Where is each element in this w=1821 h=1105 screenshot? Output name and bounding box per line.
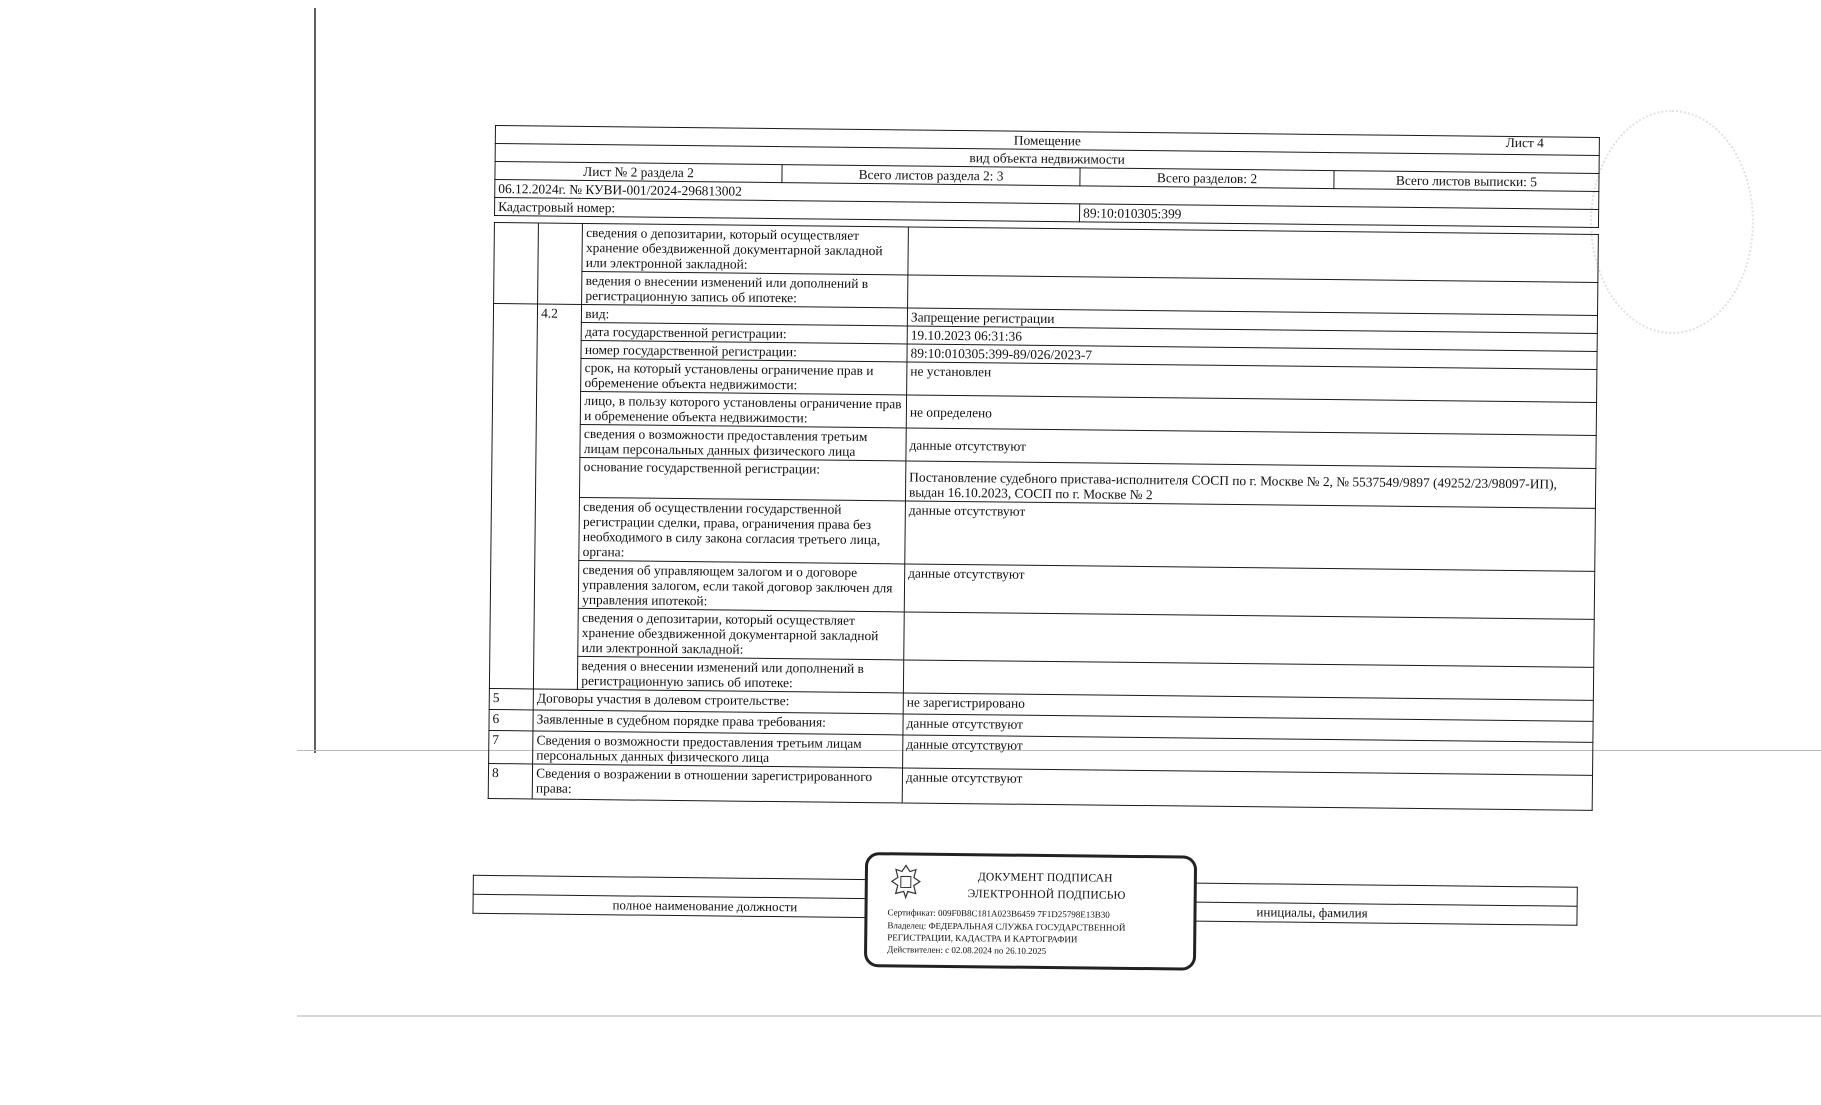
total-sections: Всего разделов: 2 xyxy=(1080,168,1334,189)
row-label: Договоры участия в долевом строительстве: xyxy=(533,689,903,714)
row-label: сведения о депозитарии, который осуществляет хранение обездвиженной документарной закладной или электронной закладной: xyxy=(582,223,908,275)
row-label: срок, на который установлены ограничение прав и обременение объекта недвижимости: xyxy=(581,358,907,395)
row-value: 89:10:010305:399-89/026/2023-7 xyxy=(907,344,1597,369)
row-value xyxy=(908,227,1598,282)
row-value: данные отсутствуют xyxy=(903,714,1593,742)
row-value: 19.10.2023 06:31:36 xyxy=(907,326,1597,351)
row-value: данные отсутствуют xyxy=(905,501,1596,571)
row-label: сведения об осуществлении государственной регистрации сделки, права, ограничения права без необходимого в силу закона согласия третьего лица, органа: xyxy=(579,497,905,564)
scan-edge-bottom xyxy=(297,1015,1821,1017)
row-value xyxy=(904,612,1594,667)
section-sheet: Лист № 2 раздела 2 xyxy=(495,162,782,183)
extract-date-number: 06.12.2024г. № КУВИ-001/2024-296813002 xyxy=(495,180,1599,210)
section-total-sheets: Всего листов раздела 2: 3 xyxy=(782,165,1080,186)
stamp-certificate: Сертификат: 009F0B8C181A023B6459 7F1D25798E13B30 xyxy=(887,907,1110,920)
name-caption: инициалы, фамилия xyxy=(1047,901,1577,926)
total-extract-sheets: Всего листов выписки: 5 xyxy=(1334,171,1599,192)
row-label: Сведения о возражении в отношении зарегистрированного права: xyxy=(532,764,902,803)
sheet-label: Лист 4 xyxy=(1505,134,1544,151)
stamp-line-1: ДОКУМЕНТ ПОДПИСАН xyxy=(977,871,1113,885)
row-label: Заявленные в судебном порядке права требования: xyxy=(533,710,903,735)
electronic-signature-stamp xyxy=(864,852,1197,971)
row-label: сведения о депозитарии, который осуществляет хранение обездвиженной документарной закладной или электронной закладной: xyxy=(578,608,904,660)
row-number: 6 xyxy=(489,709,533,730)
row-value: не зарегистрировано xyxy=(903,693,1593,721)
row-value: данные отсутствуют xyxy=(906,428,1596,468)
encumbrance-table xyxy=(488,222,1599,811)
row-label: ведения о внесении изменений или дополнений в регистрационную запись об ипотеке: xyxy=(582,271,908,308)
row-label: Сведения о возможности предоставления третьим лицам персональных данных физического лица xyxy=(533,731,903,768)
row-value: данные отсутствуют xyxy=(902,768,1592,810)
header-table xyxy=(494,125,1600,228)
row-value: не установлен xyxy=(907,362,1597,402)
row-label: лицо, в пользу которого установлены ограничение прав и обременение объекта недвижимости: xyxy=(581,391,907,428)
emblem-icon xyxy=(890,863,922,899)
row-value: не определено xyxy=(906,395,1596,435)
object-type-caption: вид объекта недвижимости xyxy=(495,144,1599,174)
left-margin-cell xyxy=(494,222,539,303)
cadastral-label: Кадастровый номер: xyxy=(495,198,1080,222)
stamp-line-2: ЭЛЕКТРОННОЙ ПОДПИСЬЮ xyxy=(967,888,1126,902)
row-number: 5 xyxy=(489,688,533,709)
row-value: данные отсутствуют xyxy=(903,735,1593,775)
subsection-cell xyxy=(538,223,583,304)
stamp-owner-line-2: РЕГИСТРАЦИИ, КАДАСТРА И КАРТОГРАФИИ xyxy=(887,932,1078,945)
row-value: Запрещение регистрации xyxy=(907,308,1597,333)
row-label: вид: xyxy=(582,304,908,326)
row-label: дата государственной регистрации: xyxy=(581,322,907,344)
stamp-owner-line-1: Владелец: ФЕДЕРАЛЬНАЯ СЛУЖБА ГОСУДАРСТВЕННОЙ xyxy=(887,920,1126,933)
left-margin-cell xyxy=(489,303,537,688)
row-label: основание государственной регистрации: xyxy=(580,457,906,501)
row-label: номер государственной регистрации: xyxy=(581,340,907,362)
row-number: 8 xyxy=(488,763,533,798)
subsection-number: 4.2 xyxy=(534,304,582,689)
faint-seal-mark xyxy=(1590,110,1754,334)
row-number: 7 xyxy=(489,730,534,763)
stamp-validity: Действителен: с 02.08.2024 по 26.10.2025 xyxy=(887,944,1047,957)
row-value: данные отсутствуют xyxy=(904,564,1594,619)
row-label: ведения о внесении изменений или дополнений в регистрационную запись об ипотеке: xyxy=(578,656,904,693)
row-value: Постановление судебного пристава-исполнителя СОСП по г. Москве № 2, № 5537549/9897 (49252/23/98097-ИП), выдан 16.10.2023, СОСП по г. Москве № 2 xyxy=(905,461,1595,508)
row-label: сведения об управляющем залогом и о договоре управления залогом, если такой договор заключен для управления ипотекой: xyxy=(579,560,905,612)
scan-edge-vertical xyxy=(314,8,316,753)
extract-document xyxy=(486,125,1600,957)
cadastral-value: 89:10:010305:399 xyxy=(1080,204,1599,228)
position-caption: полное наименование должности xyxy=(473,894,937,918)
row-label: сведения о возможности предоставления третьим лицам персональных данных физического лица xyxy=(580,424,906,461)
object-type: Помещение xyxy=(1013,132,1081,149)
